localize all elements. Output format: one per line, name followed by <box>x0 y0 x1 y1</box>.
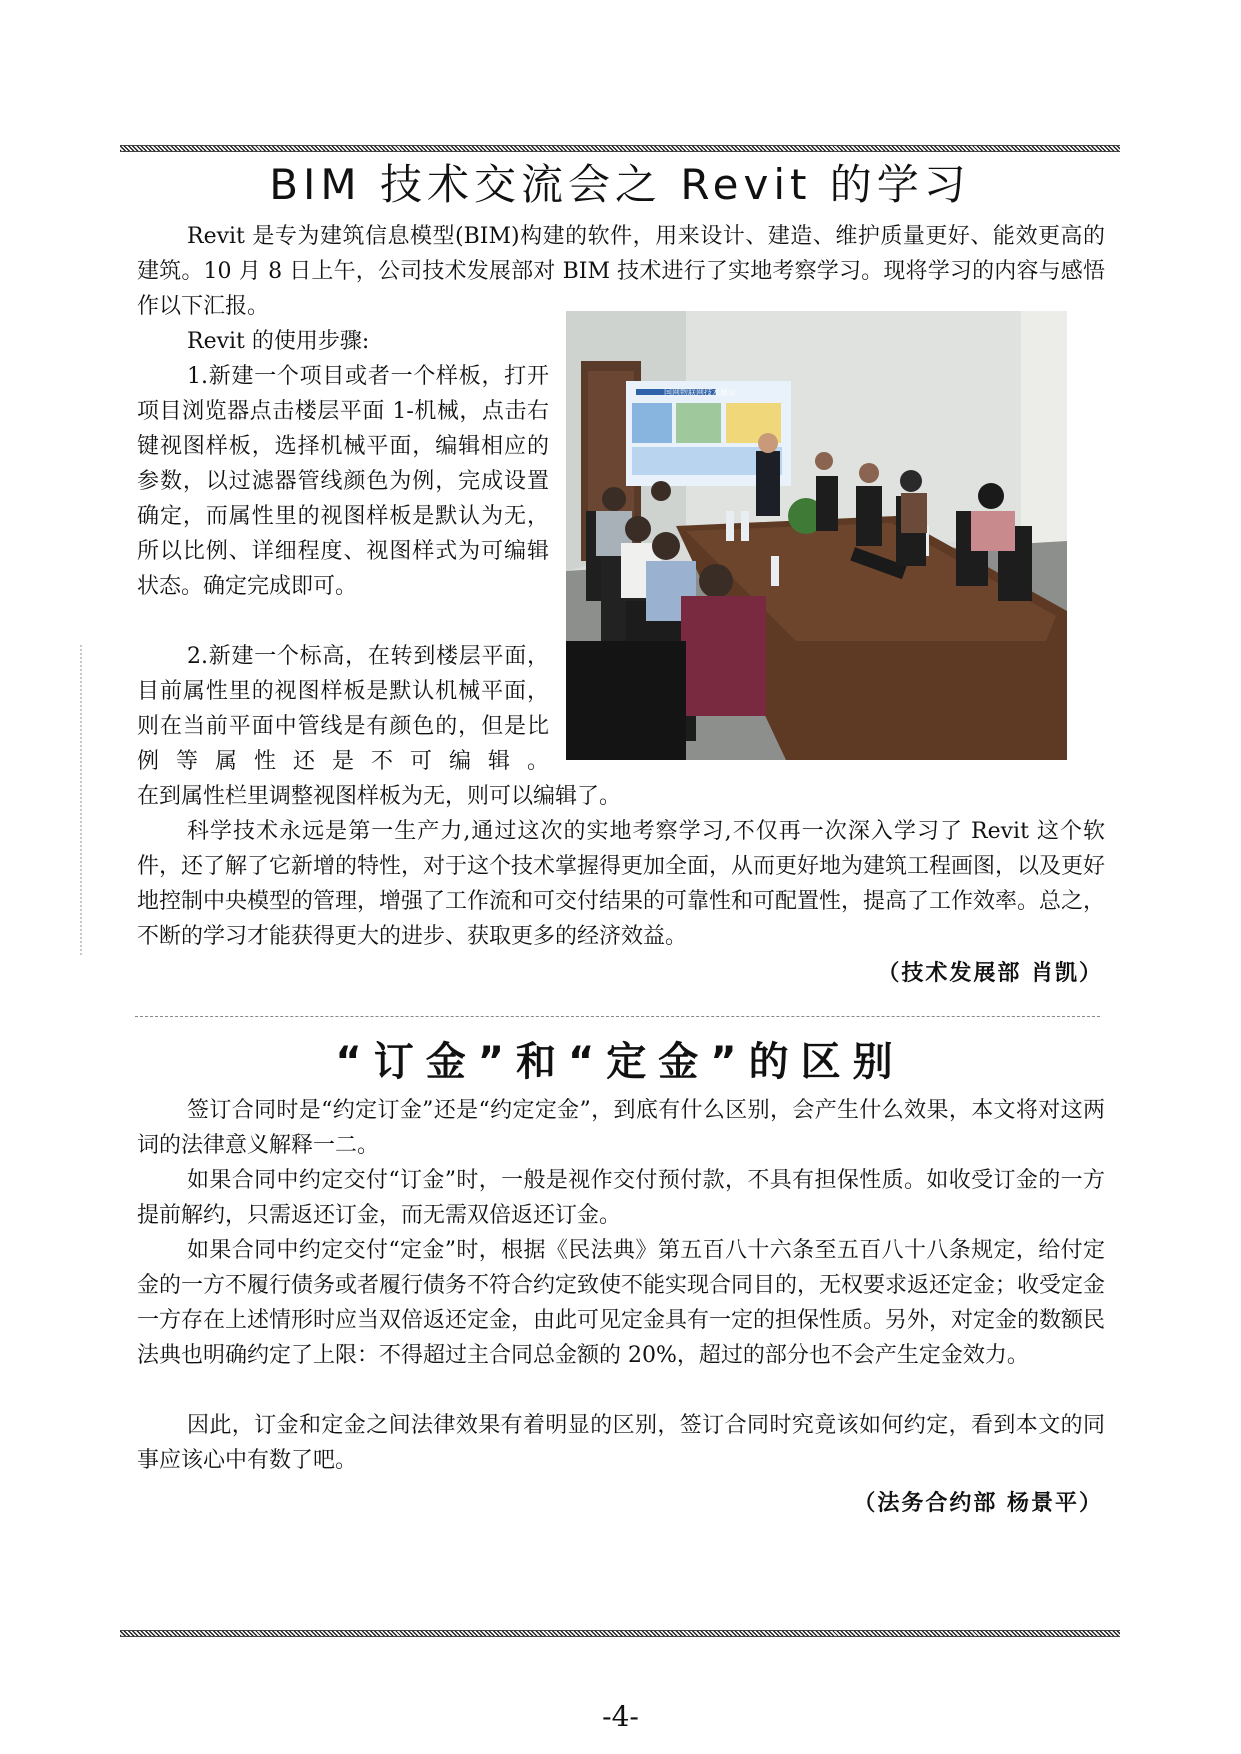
step-1: 1.新建一个项目或者一个样板，打开项目浏览器点击楼层平面 1-机械，点击右键视图样板，选择机械平面，编辑相应的参数，以过滤器管线颜色为例，完成设置确定，而属性里的视图样板是默认为无，所以比例、详细程度、视图样式为可编辑状态。确定完成即可。 <box>137 364 549 599</box>
top-divider <box>120 145 1120 152</box>
article-divider <box>135 1016 1100 1017</box>
article2-signature: （法务合约部 杨景平） <box>853 1491 1103 1516</box>
article2-title: “订金”和“定金”的区别 <box>335 1039 905 1085</box>
steps-heading: Revit 的使用步骤: <box>187 329 370 354</box>
slide-title-text: 国网物联网技术展示 <box>664 388 736 397</box>
binding-margin-dots <box>80 645 82 955</box>
bottom-divider <box>120 1630 1120 1637</box>
article2-para2: 如果合同中约定交付“订金”时，一般是视作交付预付款，不具有担保性质。如收受订金的一方提前解约，只需返还订金，而无需双倍返还订金。 <box>137 1168 1105 1228</box>
article1-intro-text: Revit 是专为建筑信息模型(BIM)构建的软件，用来设计、建造、维护质量更好、能效更高的建筑。10 月 8 日上午，公司技术发展部对 BIM 技术进行了实地考察学习。现将 <box>137 224 1105 284</box>
article2-para3: 如果合同中约定交付“定金”时，根据《民法典》第五百八十六条至五百八十八条规定，给付定金的一方不履行债务或者履行债务不符合约定致使不能实现合同目的，无权要求返还定金；收受定金一方存在上述情形时应当双倍返还定金，由此可见定金具有一定的担保性质。另外，对定金的数额民法典也明确约定了上限：不得超过主合同总金额的 20%，超过的部分也不会产生定金效力。 <box>137 1238 1106 1368</box>
step-2: 2.新建一个标高，在转到楼层平面，目前属性里的视图样板是默认机械平面，则在当前平面中管线是有颜色的，但是比例等属性还是不可编辑。 <box>137 644 549 774</box>
article1-intro <box>137 219 1105 324</box>
article1-conclusion: 科学技术永远是第一生产力,通过这次的实地考察学习,不仅再一次深入学习了 Revit 这个软件，还了解了它新增的特性，对于这个技术掌握得更加全面，从而更好地为建筑工程画图，以及更好地控制中央模型的管理，增强了工作流和可交付结果的可靠性和可配置性，提高了工作效率。总之，不断的学习才能获得更大的进步、获取更多的经济效益。 <box>137 819 1106 949</box>
page-number: -4- <box>602 1700 639 1733</box>
step-2-end: 在到属性栏里调整视图样板为无，则可以编辑了。 <box>137 784 622 809</box>
article1-signature: （技术发展部 肖凯） <box>877 961 1103 986</box>
article1-title: BIM 技术交流会之 Revit 的学习 <box>269 160 971 209</box>
meeting-photo <box>566 311 1067 760</box>
article2-para1: 签订合同时是“约定订金”还是“约定定金”，到底有什么区别，会产生什么效果，本文将对这两词的法律意义解释一二。 <box>137 1098 1105 1158</box>
article2-para4: 因此，订金和定金之间法律效果有着明显的区别，签订合同时究竟该如何约定，看到本文的同事应该心中有数了吧。 <box>137 1413 1105 1473</box>
article1-intro-end: 学习的内容与感悟作以下汇报。 <box>137 259 1105 319</box>
